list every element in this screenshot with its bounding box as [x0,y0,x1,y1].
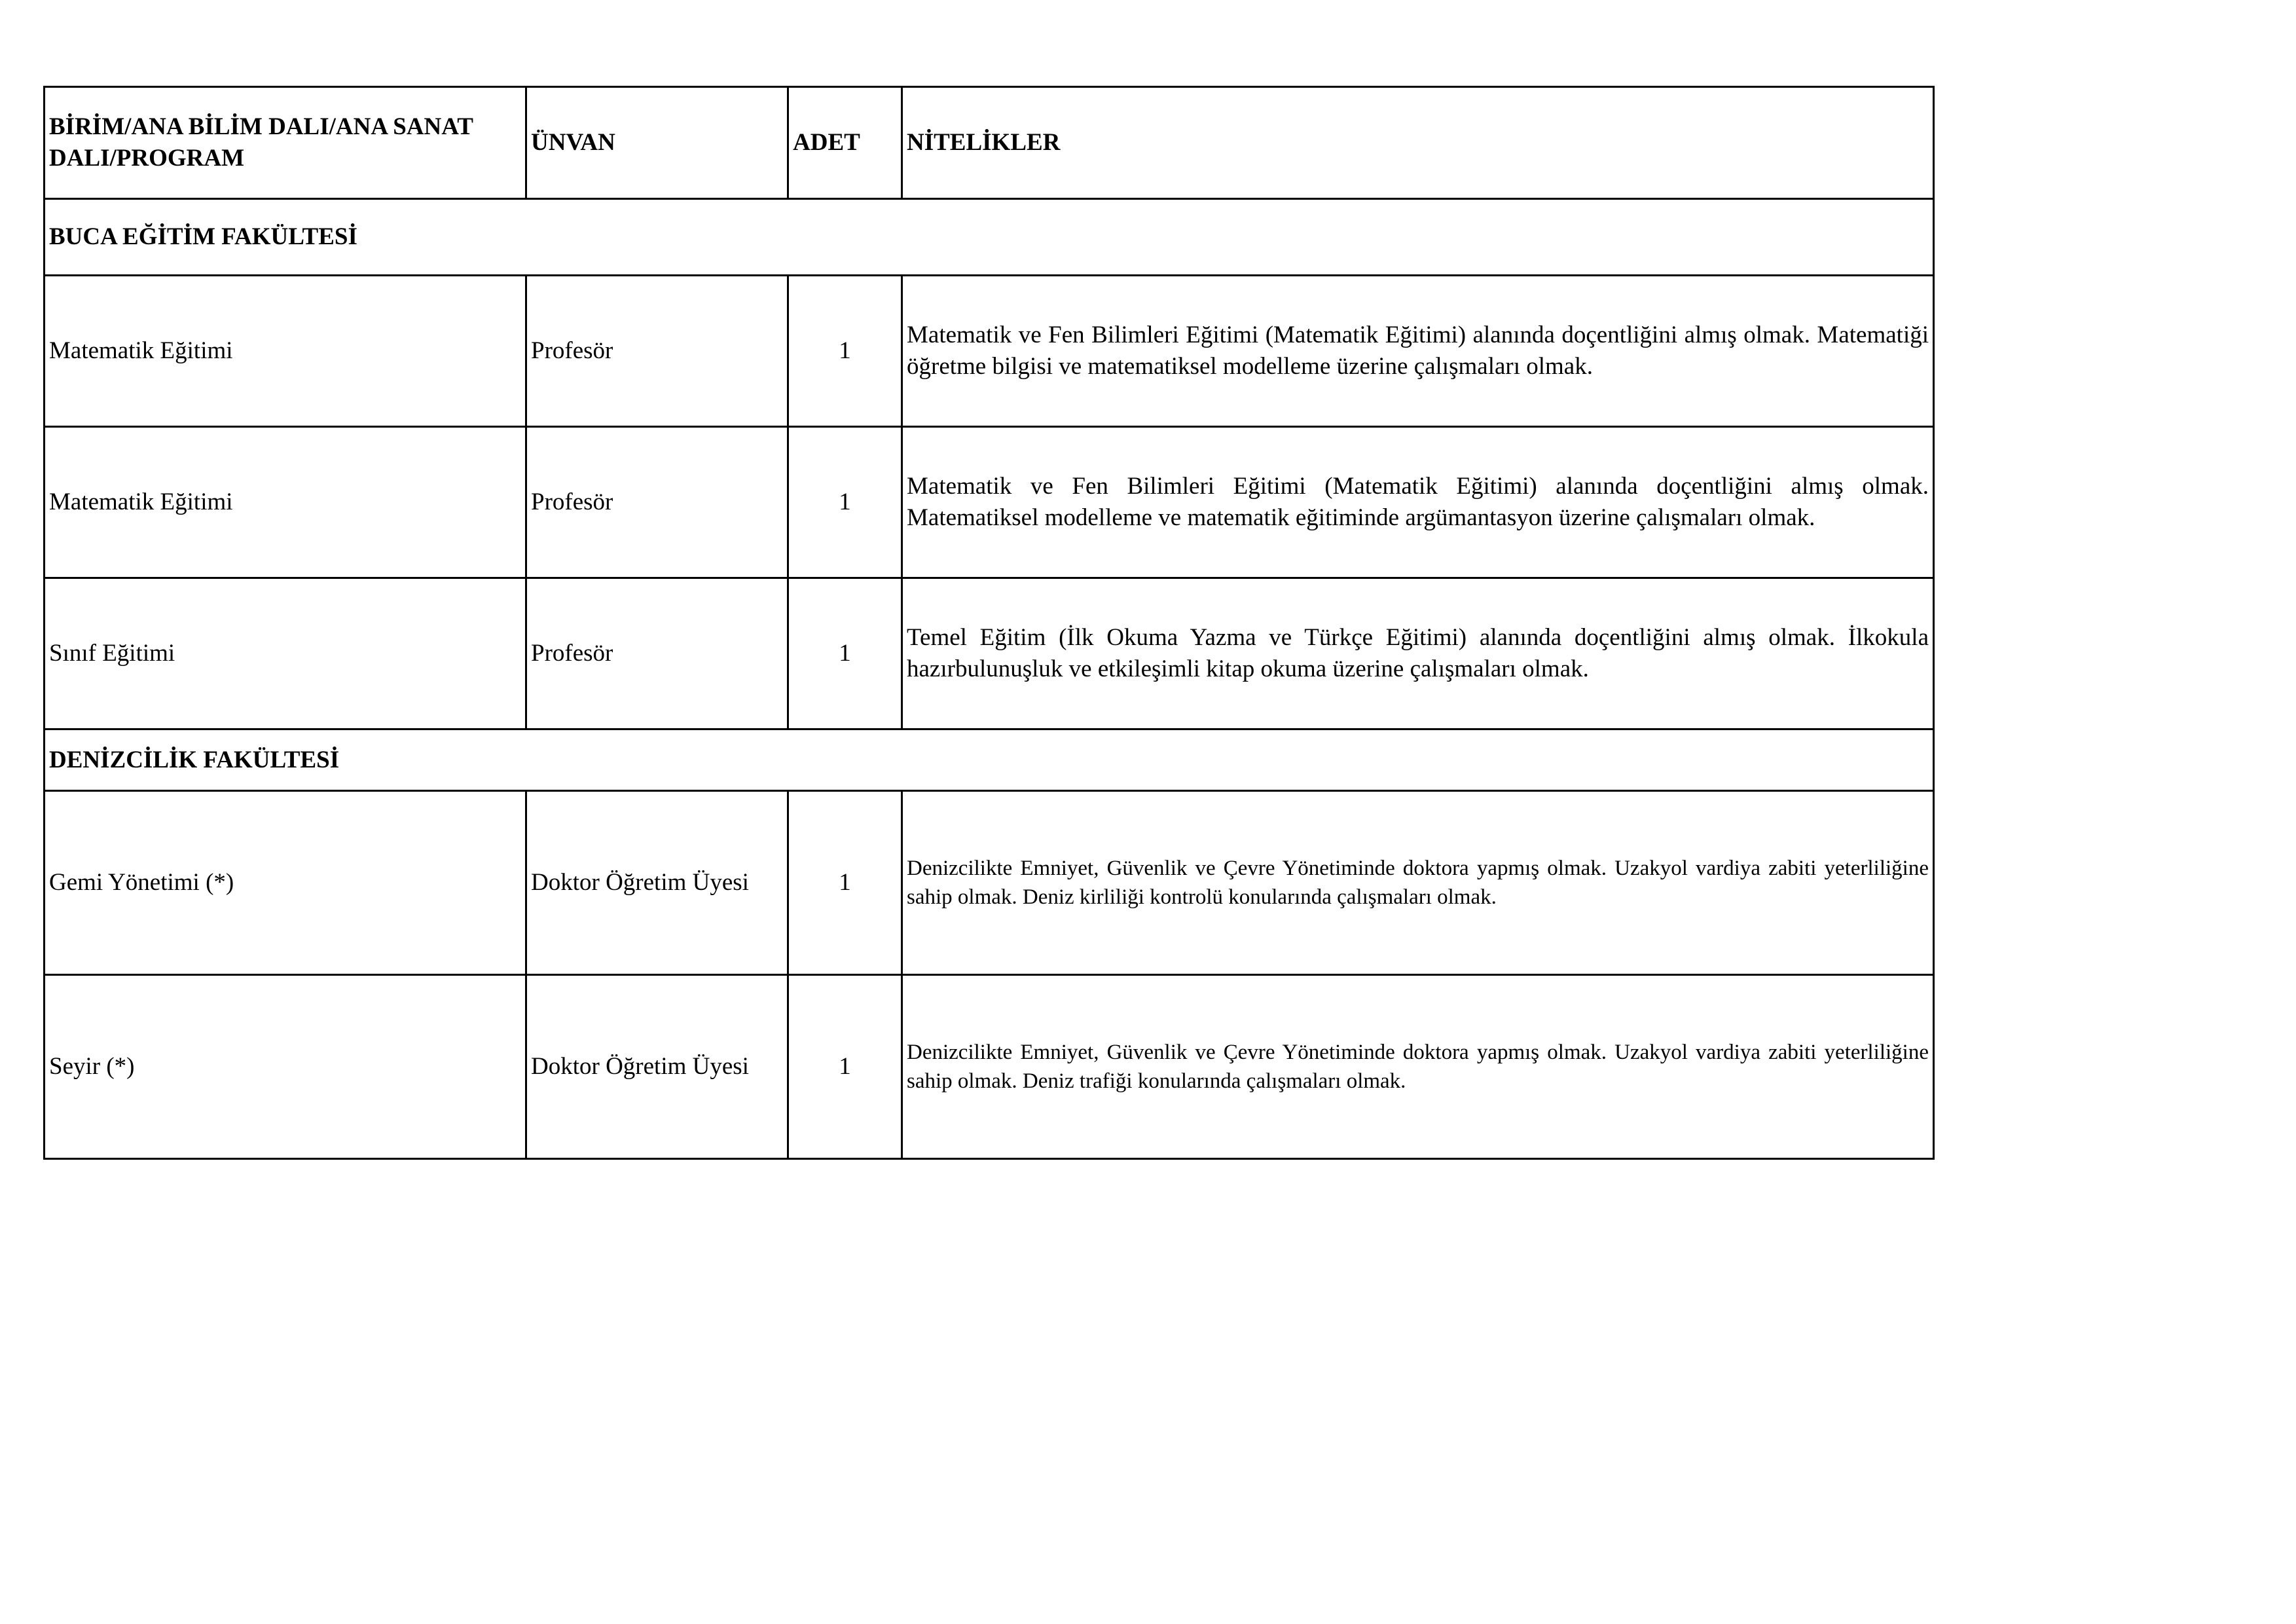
cell-count: 1 [788,276,902,427]
header-title: ÜNVAN [526,87,788,199]
cell-title: Doktor Öğretim Üyesi [526,975,788,1159]
cell-unit: Matematik Eğitimi [45,427,526,578]
positions-table [43,86,1935,1160]
cell-title: Profesör [526,427,788,578]
table-row [45,276,1934,427]
cell-title: Profesör [526,578,788,729]
cell-count: 1 [788,578,902,729]
table-row [45,578,1934,729]
header-count: ADET [788,87,902,199]
cell-title: Profesör [526,276,788,427]
cell-unit: Gemi Yönetimi (*) [45,791,526,975]
cell-quals: Denizcilikte Emniyet, Güvenlik ve Çevre Yönetiminde doktora yapmış olmak. Uzakyol vardiya zabiti yeterliliğine sahip olmak. Deniz trafiği konularında çalışmaları olmak. [902,975,1934,1159]
table-row [45,427,1934,578]
cell-unit: Seyir (*) [45,975,526,1159]
cell-quals: Matematik ve Fen Bilimleri Eğitimi (Matematik Eğitimi) alanında doçentliğini almış olmak. Matematiksel modelleme ve matematik eğitiminde argümantasyon üzerine çalışmaları olmak. [902,427,1934,578]
cell-unit: Matematik Eğitimi [45,276,526,427]
cell-quals: Denizcilikte Emniyet, Güvenlik ve Çevre Yönetiminde doktora yapmış olmak. Uzakyol vardiya zabiti yeterliliğine sahip olmak. Deniz kirliliği kontrolü konularında çalışmaları olmak. [902,791,1934,975]
cell-quals: Temel Eğitim (İlk Okuma Yazma ve Türkçe Eğitimi) alanında doçentliğini almış olmak. İlkokula hazırbulunuşluk ve etkileşimli kitap okuma üzerine çalışmaları olmak. [902,578,1934,729]
header-quals: NİTELİKLER [902,87,1934,199]
section-title: DENİZCİLİK FAKÜLTESİ [45,729,1934,791]
cell-unit: Sınıf Eğitimi [45,578,526,729]
cell-count: 1 [788,427,902,578]
cell-count: 1 [788,975,902,1159]
section-title: BUCA EĞİTİM FAKÜLTESİ [45,199,1934,276]
section-row-denizcilik [45,729,1934,791]
cell-count: 1 [788,791,902,975]
cell-quals: Matematik ve Fen Bilimleri Eğitimi (Matematik Eğitimi) alanında doçentliğini almış olmak. Matematiği öğretme bilgisi ve matematiksel modelleme üzerine çalışmaları olmak. [902,276,1934,427]
section-row-buca [45,199,1934,276]
table-row [45,791,1934,975]
cell-title: Doktor Öğretim Üyesi [526,791,788,975]
table-row [45,975,1934,1159]
header-unit: BİRİM/ANA BİLİM DALI/ANA SANAT DALI/PROGRAM [45,87,526,199]
table-header-row [45,87,1934,199]
